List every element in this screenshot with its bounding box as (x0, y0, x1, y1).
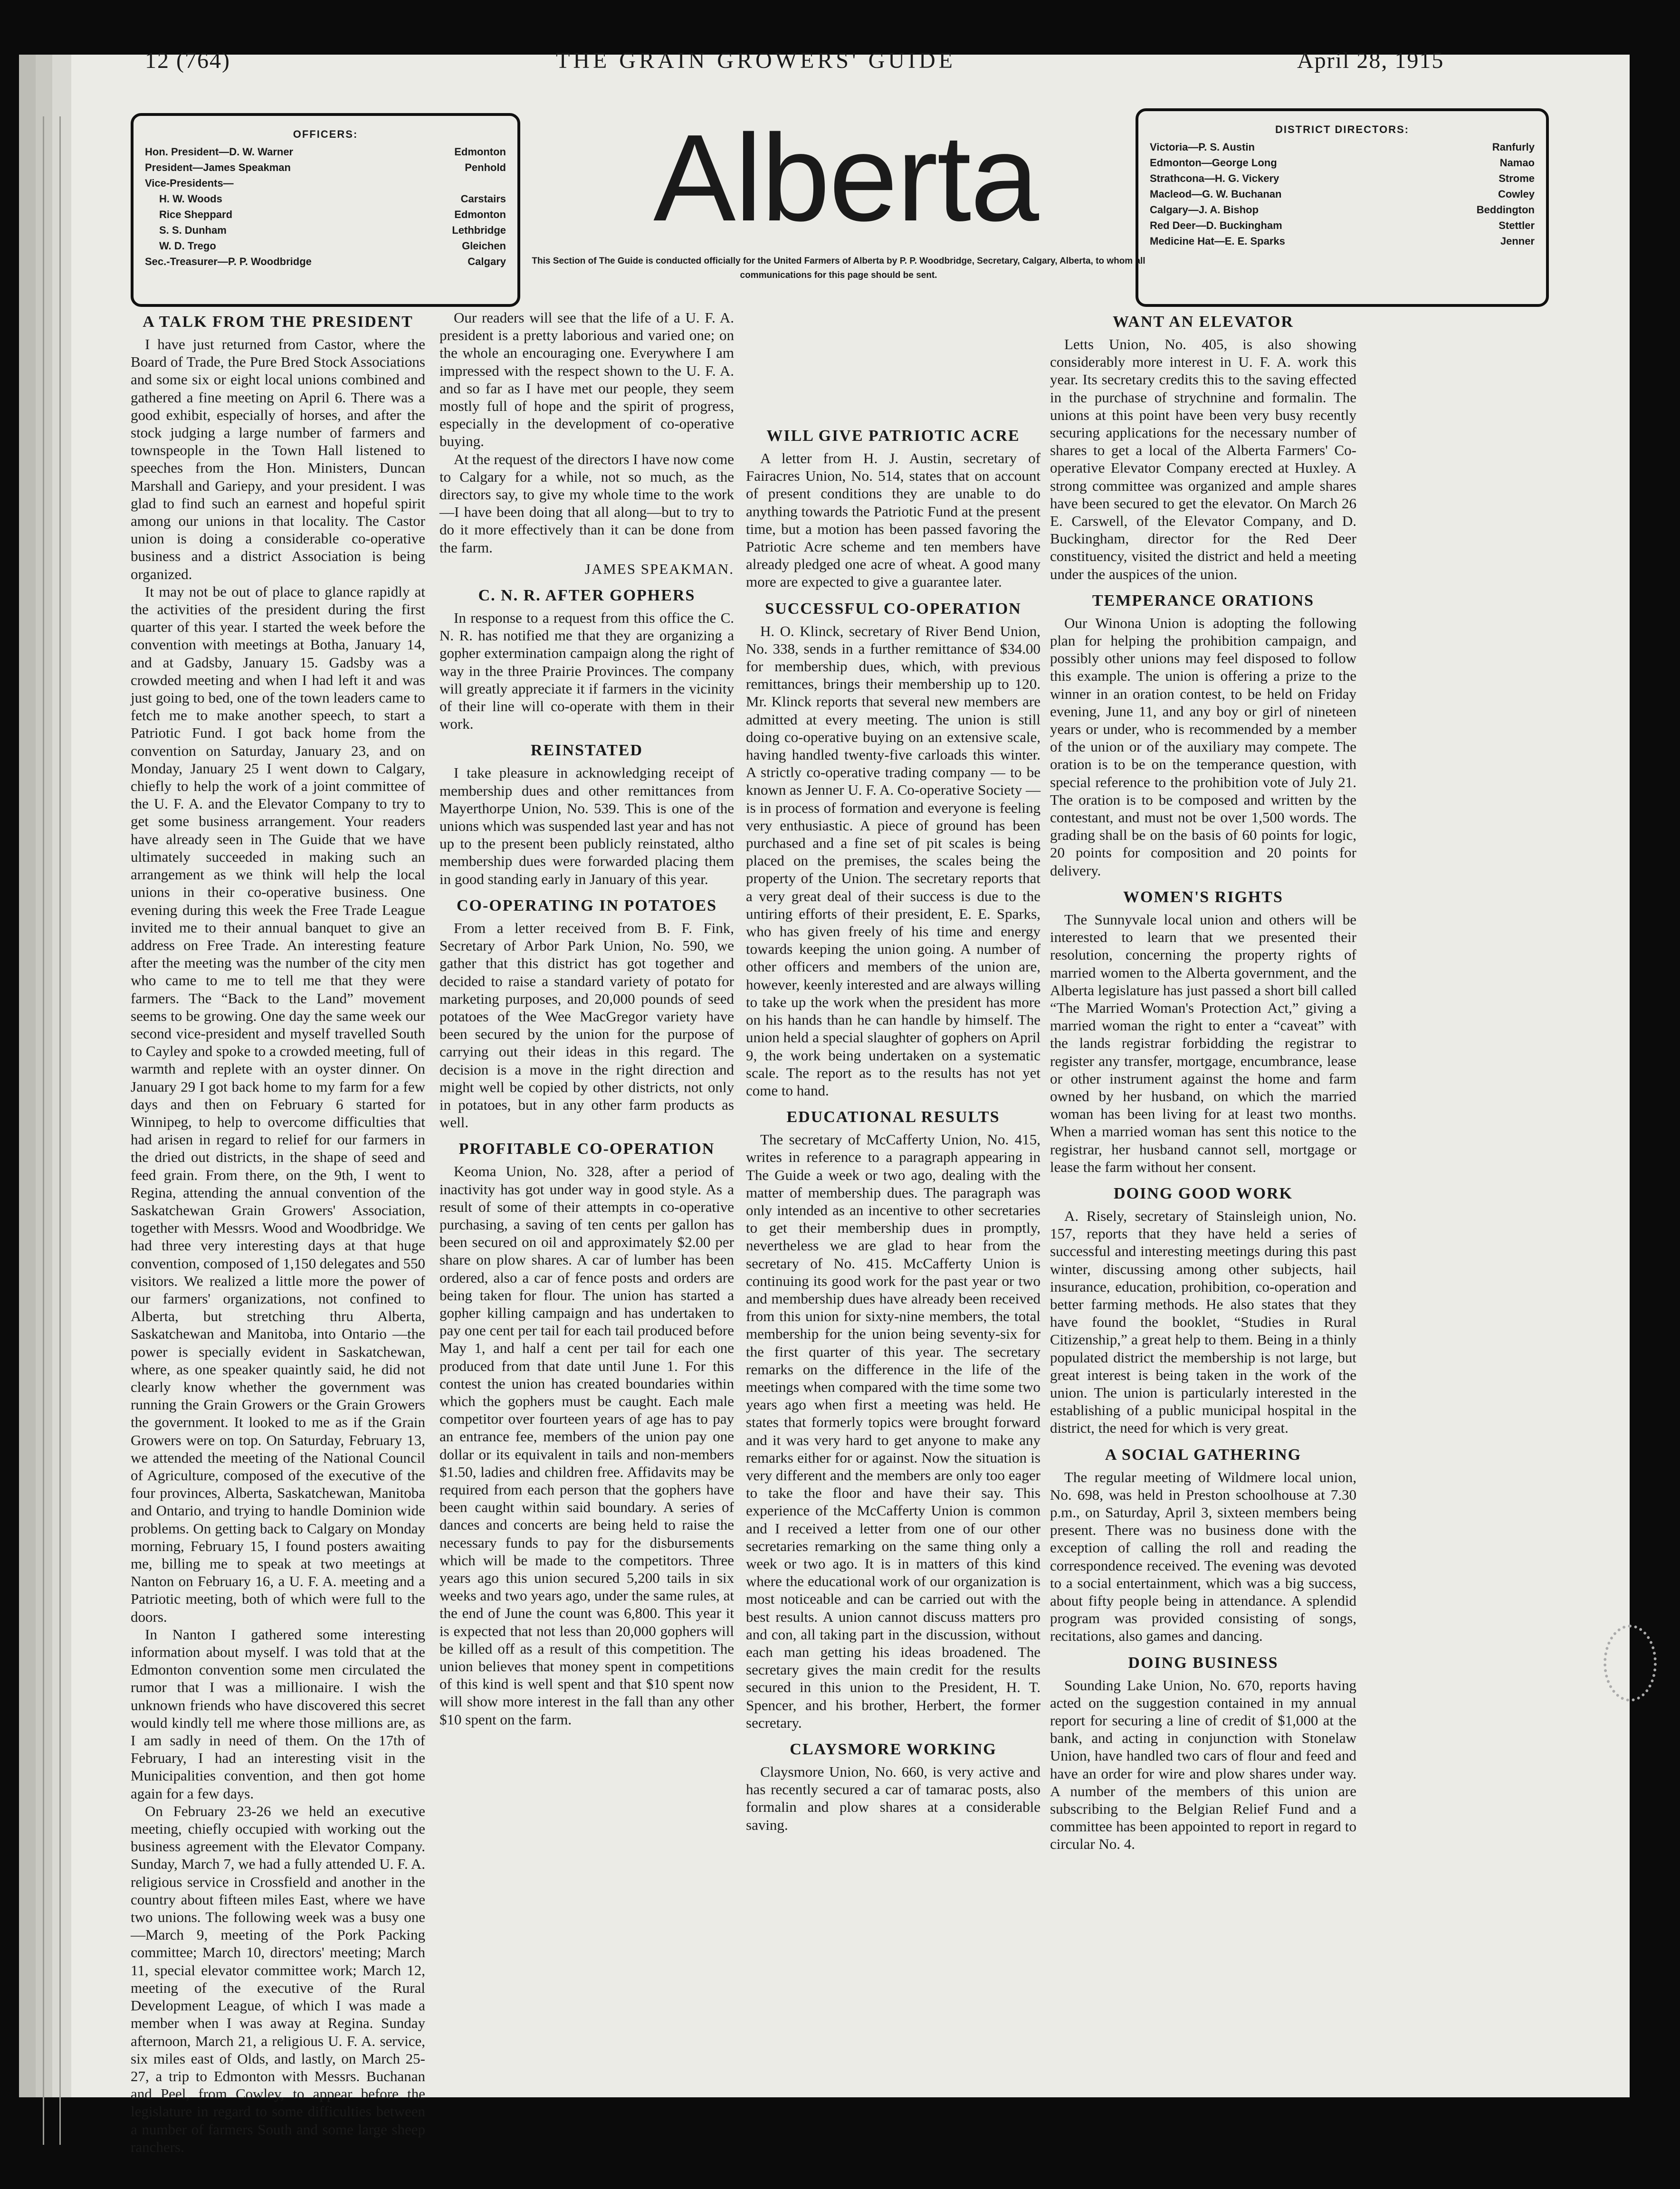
article-headline: TEMPERANCE ORATIONS (1092, 591, 1315, 609)
article-headline: CLAYSMORE WORKING (790, 1741, 997, 1759)
director-row (1150, 171, 1535, 186)
officer-place: Carstairs (460, 193, 506, 205)
officer-place: Edmonton (454, 146, 506, 158)
director-place: Strome (1499, 172, 1535, 184)
article-paragraph: From a letter received from B. F. Fink, Secretary of Arbor Park Union, No. 590, we gather that this district has got together and decided to raise a standard variety of potato for marketing purposes, and 20,000 pounds of seed potatoes of the Wee MacGregor variety have been secured by the union for the purpose of carrying out their ideas in this regard. The decision is a move in the right direction and might well be copied by other districts, not only in potatoes, but in any other farm products as well. (439, 919, 734, 1131)
director-row (1150, 186, 1535, 202)
article-paragraph: The regular meeting of Wildmere local union, No. 698, was held in Preston schoolhouse at 7.30 p.m., on Saturday, April 3, sixteen members being present. There was no business done with the exception of calling the roll and reading the correspondence received. The evening was devoted to a social entertainment, which was a big success, about fifty people being in attendance. A splendid program was provided consisting of songs, recitations, also games and dancing. (1050, 1468, 1356, 1645)
article-paragraph: In response to a request from this office the C. N. R. has notified me that they are organizing a gopher extermination campaign along the right of way in the three Prairie Provinces. The company will greatly appreciate it if farmers in the vicinity of their line will co-operate with them in their work. (439, 609, 734, 733)
officer-row (145, 238, 506, 254)
publication-title: THE GRAIN GROWERS' GUIDE (556, 48, 956, 73)
director-row (1150, 218, 1535, 233)
column-3 (746, 418, 1040, 1834)
director-place: Cowley (1498, 188, 1535, 200)
issue-date: April 28, 1915 (1297, 48, 1444, 73)
officer-name: Hon. President—D. W. Warner (145, 146, 294, 158)
article-headline: EDUCATIONAL RESULTS (786, 1108, 1000, 1126)
director-row (1150, 202, 1535, 218)
director-place: Beddington (1476, 204, 1535, 216)
officer-place: Gleichen (462, 240, 506, 252)
officer-name: President—James Speakman (145, 162, 291, 173)
article-paragraph: I have just returned from Castor, where the Board of Trade, the Pure Bred Stock Associations and some six or eight local unions combined and gathered a fine meeting on April 6. There was a good exhibit, especially of horses, and after the stock judging a large number of farmers and townspeople in the Town Hall listened to speeches from the Hon. Ministers, Duncan Marshall and Gariepy, and your president. I was glad to find such an earnest and hopeful spirit among our unions in that locality. The Castor union is doing a considerable co-operative business and a district Association is being organized. (131, 336, 425, 582)
article-headline: PROFITABLE CO-OPERATION (458, 1140, 715, 1158)
page-edge (43, 116, 44, 2145)
article-headline: DOING BUSINESS (1128, 1654, 1279, 1672)
officers-heading: OFFICERS: (293, 128, 358, 140)
article-paragraph: A. Risely, secretary of Stainsleigh union, No. 157, reports that they have held a series of successful and interesting meetings during this past winter, discussing among other subjects, hail insurance, education, prohibition, co-operation and better farming methods. He also states that they have found the booklet, “Studies in Rural Citizenship,” a great help to them. Being in a thinly populated district the membership is not large, but great interest is being taken in the work of the union. The union is particularly interested in the establishing of a public municipal hospital in the district, the need for which is very great. (1050, 1207, 1356, 1437)
article-paragraph: Claysmore Union, No. 660, is very active and has recently secured a car of tamarac posts, also formalin and plow shares at a considerable saving. (746, 1763, 1040, 1833)
officer-name: Rice Sheppard (159, 209, 233, 220)
article-headline: A TALK FROM THE PRESIDENT (143, 313, 413, 331)
article-paragraph: On February 23-26 we held an executive meeting, chiefly occupied with working out the business agreement with the Elevator Company. Sunday, March 7, we had a fully attended U. F. A. religious service in Crossfield and another in the country about fifteen miles East, where we have two unions. The following week was a busy one—March 9, meeting of the Pork Packing committee; March 10, directors' meeting; March 11, special elevator committee work; March 12, meeting of the executive of the Rural Development League, of which I was made a member when I was away at Regina. Sunday afternoon, March 21, a religious U. F. A. service, six miles east of Olds, and lastly, on March 25-27, a trip to Edmonton with Messrs. Buchanan and Peel, from Cowley, to appear before the legislature in regard to some difficulties between a number of farmers South and some large sheep ranchers. (131, 1802, 425, 2155)
directors-box (1136, 108, 1549, 307)
page-edge (59, 116, 61, 2145)
director-row (1150, 155, 1535, 171)
officer-place: Calgary (468, 256, 506, 267)
officer-row (145, 191, 506, 207)
officer-name: W. D. Trego (159, 240, 216, 252)
article-signature: JAMES SPEAKMAN. (584, 560, 734, 577)
article-headline: WILL GIVE PATRIOTIC ACRE (766, 427, 1020, 445)
officer-row (145, 144, 506, 160)
article-paragraph: Our readers will see that the life of a U. F. A. president is a pretty laborious and varied one; on the whole an encouraging one. Everywhere I am impressed with the respect shown to the U. F. A. and so far as I have met our people, they seem mostly full of hope and the spirit of progress, especially in the development of co-operative buying. (439, 309, 734, 450)
article-paragraph: Letts Union, No. 405, is also showing considerably more interest in U. F. A. work this year. Its secretary credits this to the saving effected in the purchase of strychnine and formalin. The unions at this point have been very busy recently securing applications for the necessary number of shares to get a local of the Alberta Farmers' Co-operative Elevator Company erected at Huxley. A strong committee was organized and ample shares have been secured to get the elevator. On March 26 E. Carswell, of the Elevator Company, and D. Buckingham, director for the Red Deer constituency, visited the district and held a meeting under the auspices of the union. (1050, 336, 1356, 582)
article-paragraph: Sounding Lake Union, No. 670, reports having acted on the suggestion contained in my annual report for securing a line of credit of $1,000 at the bank, and acting in conjunction with Stonelaw Union, have handled two cars of flour and feed and have an order for wire and plow shares under way. A number of the members of this union are subscribing to the Belgian Relief Fund and a committee has been appointed to report in regard to circular No. 4. (1050, 1676, 1356, 1853)
article-headline: C. N. R. AFTER GOPHERS (478, 587, 696, 605)
article-paragraph: Keoma Union, No. 328, after a period of inactivity has got under way in good style. As a result of some of their attempts in co-operative purchasing, a saving of ten cents per gallon has been secured on oil and approximately $2.00 per share on plow shares. A car of lumber has been ordered, also a car of fence posts and orders are being taken for flour. The union has started a gopher killing campaign and has undertaken to pay one cent per tail for each tail produced before May 1, and half a cent per tail for each one produced from that date until June 1. For this contest the union has created boundaries within which the gophers must be caught. Each male competitor over fourteen years of age has to pay an entrance fee, members of the union pay one dollar or its equivalent in tails and non-members $1.50, ladies and children free. Affidavits may be required from each person that the gophers have been caught within said boundary. A series of dances and concerts are being held to raise the necessary funds to pay for the disbursements which will be made to the competitors. Three years ago this union secured 5,200 tails in six weeks and two years ago, under the same rules, at the end of June the count was 6,800. This year it is expected that not less than 20,000 gophers will be killed off as a result of this competition. The union believes that money spent in competitions of this kind is well spent and that $10 spent now will show more interest in the fall than any other $10 spent on the farm. (439, 1163, 734, 1728)
director-place: Stettler (1499, 219, 1535, 231)
article-paragraph: The Sunnyvale local union and others will be interested to learn that we presented their resolution, concerning the property rights of married women to the Alberta government, and the Alberta legislature has just passed a short bill called “The Married Woman's Protection Act,” giving a married woman the right to enter a “caveat” with the lands registrar forbidding the registrar to register any transfer, mortgage, encumbrance, lease or other instrument against the home and farm owned by her husband, on which the married woman has been living for at least two months. When a married woman has sent this notice to the registrar, her husband cannot sell, mortgage or lease the farm without her consent. (1050, 911, 1356, 1175)
article-headline: REINSTATED (530, 742, 643, 760)
article-headline: CO-OPERATING IN POTATOES (457, 896, 717, 914)
officer-place: Lethbridge (452, 224, 506, 236)
director-row (1150, 233, 1535, 249)
officer-place: Edmonton (454, 209, 506, 220)
officer-name: S. S. Dunham (159, 224, 227, 236)
officer-name: Sec.-Treasurer—P. P. Woodbridge (145, 256, 312, 267)
officer-row (145, 207, 506, 222)
article-headline: A SOCIAL GATHERING (1105, 1446, 1302, 1464)
vice-heading: Vice-Presidents— (145, 177, 234, 189)
article-headline: DOING GOOD WORK (1114, 1184, 1293, 1202)
officers-box (131, 113, 520, 307)
article-paragraph: In Nanton I gathered some interesting information about myself. I was told that at the Edmonton convention some men circulated the rumor that I was a millionaire. I wish the unknown friends who have discovered this secret would kindly tell me where those millions are, as I am sadly in need of them. On the 17th of February, I had an interesting visit in the Municipalities convention, and then got home again for a few days. (131, 1626, 425, 1802)
article-paragraph: At the request of the directors I have now come to Calgary for a while, not so much, as the directors say, to give my whole time to the work—I have been doing that all along—but to try to do it more effectively than it can be done from the farm. (439, 450, 734, 556)
article-paragraph: H. O. Klinck, secretary of River Bend Union, No. 338, sends in a further remittance of $34.00 for membership dues, which, with previous remittances, brings their membership up to 120. Mr. Klinck reports that several new members are admitted at every meeting. The union is still doing co-operative buying on an extensive scale, having handled twenty-five carloads this winter. A strictly co-operative trading company — to be known as Jenner U. F. A. Co-operative Society — is in process of formation and everyone is feeling very enthusiastic. A piece of ground has been purchased and a fine set of pit scales is being placed on the premises, the scales being the property of the Union. The secretary reports that a very great deal of their success is due to the untiring efforts of their president, E. E. Sparks, who has given freely of his time and energy towards keeping the union going. A number of other officers and members of the union are, however, keenly interested and are always willing to take up the work when the president has more on his hands than he can handle by himself. The union held a special slaughter of gophers on April 9, the work being undertaken on a systematic scale. The report as to the results has not yet come to hand. (746, 622, 1040, 1099)
director-name: Macleod—G. W. Buchanan (1150, 188, 1282, 200)
column-1 (131, 304, 425, 2156)
column-4 (1050, 304, 1356, 1853)
officer-place: Penhold (465, 162, 506, 173)
page-number: 12 (764) (145, 48, 230, 73)
officer-name: H. W. Woods (159, 193, 222, 205)
director-row (1150, 139, 1535, 155)
library-stamp (1604, 1625, 1657, 1702)
director-name: Red Deer—D. Buckingham (1150, 219, 1282, 231)
article-headline: WOMEN'S RIGHTS (1123, 888, 1283, 906)
director-place: Ranfurly (1492, 141, 1535, 153)
director-name: Medicine Hat—E. E. Sparks (1150, 235, 1285, 247)
column-2 (439, 309, 734, 1728)
director-place: Jenner (1500, 235, 1535, 247)
article-paragraph: I take pleasure in acknowledging receipt of membership dues and other remittances from Mayerthorpe Union, No. 539. This is one of the unions which was suspended last year and has not up to the present been publicly reinstated, altho membership dues were forwarded placing them in good standing early in January of this year. (439, 764, 734, 887)
article-headline: WANT AN ELEVATOR (1113, 313, 1294, 331)
editorial-note: This Section of The Guide is conducted officially for the United Farmers of Alberta by P. P. Woodbridge, Secretary, Calgary, Alberta, to whom all communications for this page should be sent. (532, 256, 1145, 280)
officer-row (145, 222, 506, 238)
directors-heading: DISTRICT DIRECTORS: (1275, 124, 1410, 135)
officer-row (145, 254, 506, 269)
article-paragraph: It may not be out of place to glance rapidly at the activities of the president during the first quarter of this year. I started the week before the convention with meetings at Botha, January 14, and at Gadsby, January 15. Gadsby was a crowded meeting and when I had left it and was just going to bed, one of the town leaders came to fetch me to make another speech, to start a Patriotic Fund. I got back home from the convention on Saturday, January 23, and on Monday, January 25 I went down to Calgary, chiefly to help the work of a joint committee of the U. F. A. and the Elevator Company to try to get some business arrangement. Your readers have already seen in The Guide that we have ultimately succeeded in making such an arrangement as we think will help the local unions in their co-operative business. One evening during this week the Free Trade League invited me to their annual banquet to give an address on Free Trade. An interesting feature after the meeting was the number of the city men who came to me to tell me that they were farmers. The “Back to the Land” movement seems to be growing. One day the same week our second vice-president and myself travelled South to Cayley and spoke to a crowded meeting, full of warmth and replete with an oyster dinner. On January 29 I got back home to my farm for a few days and then on February 6 started for Winnipeg, to help to overcome difficulties that had arisen in regard to relief for our farmers in the dried out districts, in the shape of seed and feed grain. From there, on the 9th, I went to Regina, attending the annual convention of the Saskatchewan Grain Growers' Association, together with Messrs. Wood and Woodbridge. We had three very interesting days at that huge convention, composed of 1,150 delegates and 550 visitors. We realized a little more the power of our farmers' organizations, not confined to Alberta, but stretching thru Alberta, Saskatchewan and Manitoba, into Ontario —the power is specially evident in Saskatchewan, where, as one speaker quaintly said, he did not clearly know whether the government was running the Grain Growers or the Grain Growers the government. It looked to me as if the Grain Growers were on top. On Saturday, February 13, we attended the meeting of the National Council of Agriculture, composed of the executive of the four provinces, Alberta, Saskatchewan, Manitoba and Ontario, and trying to handle Dominion wide problems. On getting back to Calgary on Monday morning, February 15, I found posters awaiting me, billing me to speak at two meetings at Nanton on February 16, a U. F. A. meeting and a Patriotic meeting, both of which were full to the doors. (131, 583, 425, 1625)
director-name: Calgary—J. A. Bishop (1150, 204, 1259, 216)
article-headline: SUCCESSFUL CO-OPERATION (765, 600, 1021, 618)
director-place: Namao (1499, 157, 1535, 169)
article-paragraph: The secretary of McCafferty Union, No. 415, writes in reference to a paragraph appearing in The Guide a week or two ago, dealing with the matter of membership dues. The paragraph was only intended as an incentive to other secretaries to get their membership dues in promptly, nevertheless we are glad to hear from the secretary of No. 415. McCafferty Union is continuing its good work for the past year or two and membership dues have already been received from this union for sixty-nine members, the total membership for the union being seventy-six for the first quarter of this year. The secretary remarks on the difference in the life of the meetings when compared with the time some two years ago when first a meeting was held. He states that formerly topics were brought forward and it was very hard to get anyone to make any remarks either for or against. Now the situation is very different and the members are only too eager to take the floor and have their say. This experience of the McCafferty Union is common and I received a letter from one of our other secretaries remarking on the same thing only a week or two ago. It is in matters of this kind where the educational work of our organization is most noticeable and can be carried out with the best results. A union cannot discuss matters pro and con, all taking part in the discussion, without each man getting his ideas broadened. The secretary gives the main credit for the results secured in this union to the President, H. T. Spencer, and his brother, Herbert, the former secretary. (746, 1131, 1040, 1731)
masthead-title: Alberta (653, 109, 1038, 247)
director-name: Edmonton—George Long (1150, 157, 1277, 169)
officer-row (145, 160, 506, 175)
article-paragraph: Our Winona Union is adopting the following plan for helping the prohibition campaign, and possibly other unions may feel disposed to follow this example. The union is offering a prize to the winner in an oration contest, to be held on Friday evening, June 11, and any boy or girl of nineteen years or under, who is recommended by a member of the union or of the auxiliary may compete. The oration is to be on the temperance question, with special reference to the prohibition vote of July 21. The oration is to be composed and written by the contestant, and must not be over 1,500 words. The grading shall be on the basis of 60 points for logic, 20 points for composition and 20 points for delivery. (1050, 614, 1356, 879)
director-name: Strathcona—H. G. Vickery (1150, 172, 1279, 184)
director-name: Victoria—P. S. Austin (1150, 141, 1255, 153)
article-paragraph: A letter from H. J. Austin, secretary of Fairacres Union, No. 514, states that on account of present conditions they are unable to do anything towards the Patriotic Fund at the present time, but a motion has been passed favoring the Patriotic Acre scheme and ten members have already pledged one acre of wheat. A good many more are expected to give a guarantee later. (746, 450, 1040, 590)
